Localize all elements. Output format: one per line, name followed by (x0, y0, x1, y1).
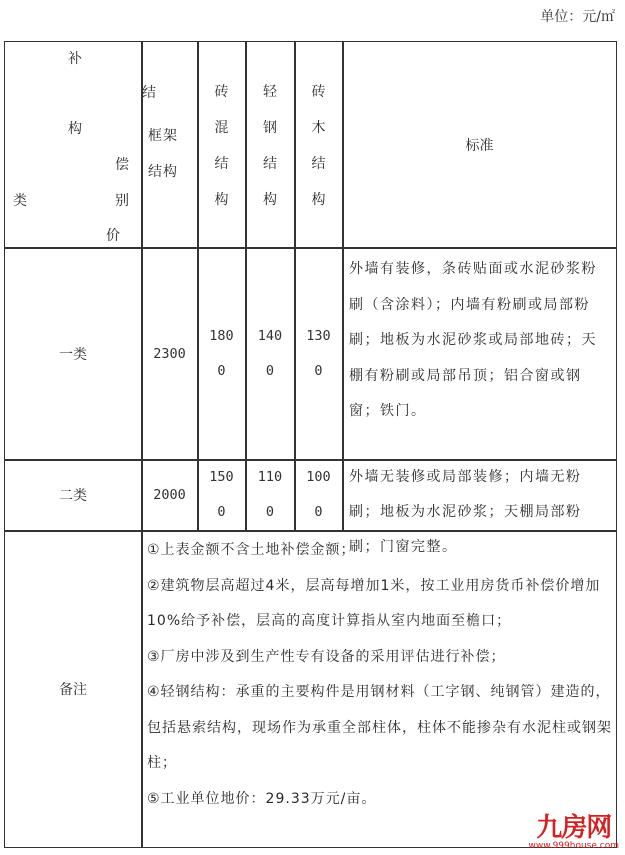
header-frame (142, 42, 197, 247)
row-2-brick-wood (295, 460, 342, 530)
notes-label: 备注 (59, 682, 87, 698)
category-label: 一类 (59, 346, 87, 363)
corner-char: 补 (68, 51, 82, 67)
price-value: 1800 (209, 327, 234, 379)
standard-text: 外墙无装修或局部装修；内墙无粉刷；地板为水泥砂浆；天棚局部粉刷；门窗完整。 (349, 469, 582, 555)
row-2-standard (343, 460, 616, 555)
corner-char: 价 (106, 228, 120, 244)
watermark (528, 815, 619, 851)
corner-char: 别 (115, 193, 129, 209)
row-2-frame (142, 460, 197, 530)
price-value: 1000 (306, 469, 331, 520)
row-1-light-steel (246, 248, 294, 459)
header-brick-wood-label: 砖木结构 (311, 84, 326, 208)
notes-label-cell (5, 531, 141, 847)
row-1-category (5, 248, 141, 459)
header-brick-concrete-label: 砖混结构 (214, 84, 229, 208)
watermark-url: www.999house.com (528, 841, 619, 851)
header-light-steel (246, 74, 294, 218)
corner-char: 构 (68, 121, 82, 137)
header-light-steel-label: 轻钢结构 (263, 84, 277, 208)
row-2-light-steel (246, 460, 294, 530)
header-corner-cell (5, 42, 141, 247)
note-item-5: ⑤工业单位地价：29.33万元/亩。 (147, 790, 377, 807)
standard-text: 外墙有装修，条砖贴面或水泥砂浆粉刷（含涂料）；内墙有粉刷或局部粉刷；地板为水泥砂浆或局部地砖；天棚有粉刷或局部吊顶；铝合窗或钢窗；铁门。 (349, 261, 597, 419)
row-1-frame (142, 248, 197, 459)
row-1-standard (343, 248, 616, 459)
price-value: 1500 (209, 469, 234, 520)
note-item-2: ②建筑物层高超过4米，层高每增加1米，按工业用房货币补偿价增加10%给予补偿，层高的高度计算指从室内地面至檐口； (147, 577, 601, 629)
compensation-table (4, 41, 617, 848)
unit-label: 单位：元/㎡ (540, 9, 615, 25)
price-value: 2300 (153, 345, 186, 362)
watermark-logo: 九房网 (536, 813, 612, 843)
header-standard-label: 标准 (465, 137, 494, 154)
category-label: 二类 (59, 488, 87, 504)
corner-char: 类 (13, 193, 27, 209)
header-frame-prefix: 结 (142, 85, 156, 101)
row-2-brick-concrete (198, 460, 245, 530)
note-item-4: ④轻钢结构：承重的主要构件是用钢材料（工字钢、纯钢管）建造的，包括悬索结构，现场作为承重全部柱体，柱体不能掺杂有水泥柱或钢架柱； (147, 684, 612, 771)
header-frame-label: 框架结构 (148, 128, 178, 180)
row-1-brick-wood (295, 248, 342, 459)
note-item-1: ①上表金额不含土地补偿金额； (147, 542, 356, 558)
header-brick-concrete (198, 74, 245, 218)
row-2-category (5, 460, 141, 530)
price-value: 1100 (257, 469, 283, 520)
notes-content (142, 531, 616, 847)
price-value: 1400 (257, 327, 283, 379)
header-brick-wood (295, 74, 342, 218)
header-standard (343, 42, 616, 247)
note-item-3: ③厂房中涉及到生产性专有设备的采用评估进行补偿； (147, 648, 506, 665)
price-value: 2000 (153, 487, 186, 503)
corner-char: 偿 (115, 157, 129, 173)
row-1-brick-concrete (198, 248, 245, 459)
price-value: 1300 (306, 327, 331, 379)
